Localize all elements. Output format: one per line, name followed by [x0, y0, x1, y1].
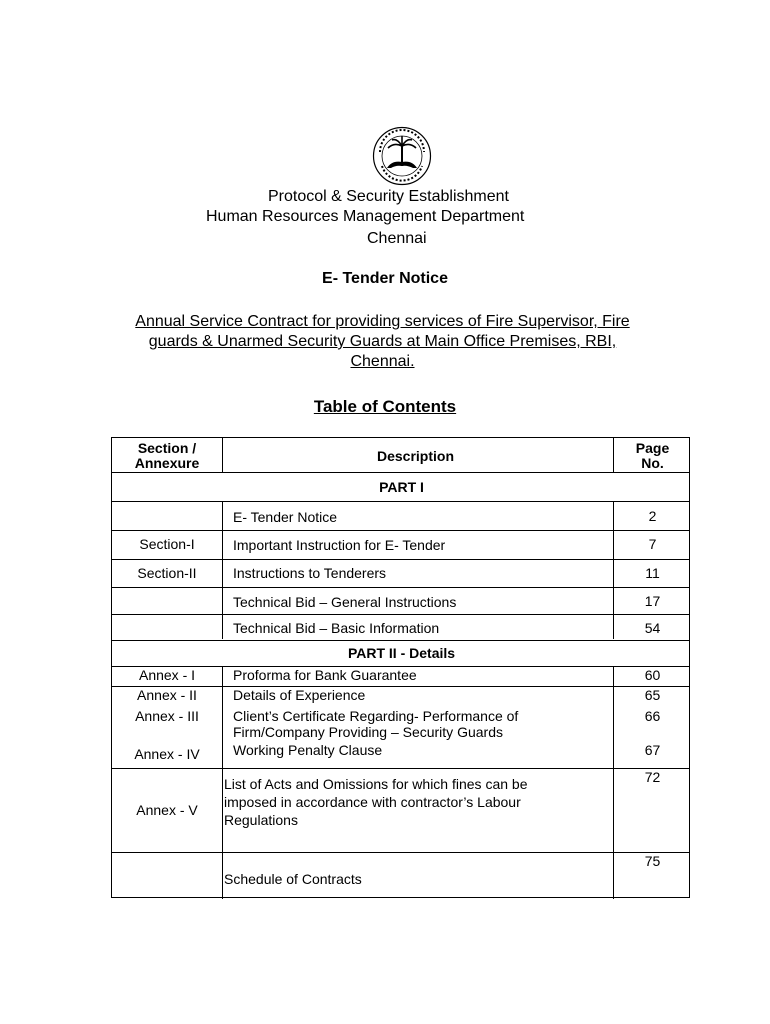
- row-page: 65: [644, 687, 661, 703]
- row-description: Technical Bid – Basic Information: [233, 620, 440, 636]
- row-description: Client’s Certificate Regarding- Performance of Firm/Company Providing – Security Guards: [233, 708, 519, 740]
- table-rule: [222, 666, 223, 899]
- row-section: Annex - II: [137, 687, 197, 703]
- row-page: 2: [648, 508, 657, 524]
- notice-title: E- Tender Notice: [322, 270, 448, 287]
- header-section-line-1: Section /: [137, 440, 197, 456]
- header-line-2: Human Resources Management Department: [206, 208, 525, 225]
- row-description: Schedule of Contracts: [224, 871, 362, 887]
- row-page: 75: [644, 853, 661, 869]
- table-rule: [112, 614, 689, 615]
- table-rule: [112, 640, 689, 641]
- row-page: 17: [644, 593, 661, 609]
- row-description: Instructions to Tenderers: [233, 565, 387, 581]
- row-page: 72: [644, 769, 661, 785]
- row-section: Annex - V: [136, 802, 198, 818]
- table-rule: [112, 587, 689, 588]
- subject: [100, 312, 665, 372]
- row-page: 66: [644, 708, 661, 724]
- table-rule: [112, 472, 689, 473]
- header-page-line-2: No.: [641, 455, 664, 471]
- table-rule: [112, 501, 689, 502]
- row-description: Proforma for Bank Guarantee: [233, 667, 417, 683]
- header-section-line-2: Annexure: [134, 455, 200, 471]
- table-rule: [112, 559, 689, 560]
- header-line-3: Chennai: [367, 230, 427, 247]
- row-section: Annex - IV: [134, 746, 200, 762]
- subject-line-3: Chennai.: [350, 353, 415, 370]
- part-2-heading: PART II - Details: [347, 645, 456, 661]
- row-description: List of Acts and Omissions for which fines can be imposed in accordance with contractor’s Labour Regulations: [224, 776, 528, 828]
- row-description: Important Instruction for E- Tender: [233, 537, 446, 553]
- row-section: Section-II: [137, 565, 197, 581]
- row-page: 60: [644, 667, 661, 683]
- toc-title: Table of Contents: [313, 397, 457, 416]
- header-description: Description: [377, 448, 455, 464]
- row-page: 7: [648, 536, 657, 552]
- table-rule: [222, 501, 223, 639]
- row-description: E- Tender Notice: [233, 509, 338, 525]
- table-rule: [112, 530, 689, 531]
- table-rule: [222, 438, 223, 472]
- row-page: 67: [644, 742, 661, 758]
- rbi-emblem-logo: [372, 126, 432, 186]
- subject-line-2: guards & Unarmed Security Guards at Main Office Premises, RBI,: [148, 333, 617, 350]
- table-rule: [112, 768, 689, 769]
- row-description: Details of Experience: [233, 687, 366, 703]
- row-section: Section-I: [139, 536, 195, 552]
- subject-line-1: Annual Service Contract for providing services of Fire Supervisor, Fire: [135, 313, 630, 330]
- row-section: Annex - I: [138, 667, 196, 683]
- row-page: 11: [645, 565, 660, 581]
- row-description: Technical Bid – General Instructions: [233, 594, 457, 610]
- part-1-heading: PART I: [379, 479, 424, 495]
- header-page-line-1: Page: [635, 440, 670, 456]
- row-description: Working Penalty Clause: [233, 742, 383, 758]
- header-line-1: Protocol & Security Establishment: [268, 188, 509, 205]
- row-section: Annex - III: [135, 708, 199, 724]
- row-page: 54: [644, 620, 661, 636]
- table-rule: [112, 852, 689, 853]
- contents-table: [111, 437, 690, 898]
